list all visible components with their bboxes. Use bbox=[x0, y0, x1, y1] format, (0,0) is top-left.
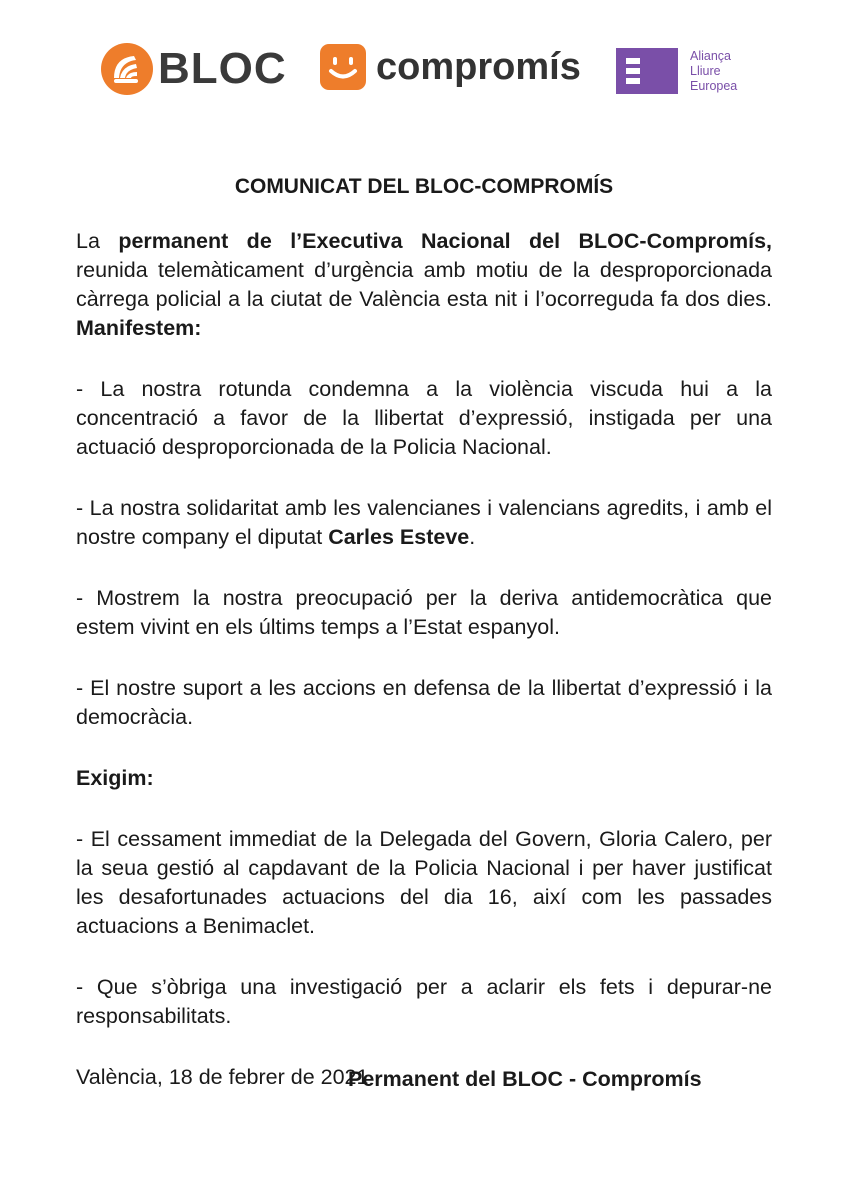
intro-bold: permanent de l’Executiva Nacional del BLOC-Compromís, bbox=[118, 229, 772, 253]
demand-item-investigation: - Que s’òbriga una investigació per a aclarir els fets i depurar-ne responsabilitats. bbox=[76, 975, 772, 1028]
compromis-wordmark: compromís bbox=[376, 45, 581, 88]
solidarity-name: Carles Esteve bbox=[328, 525, 470, 549]
manifest-item-condemnation: - La nostra rotunda condemna a la violència viscuda hui a la concentració a favor de la llibertat d’expressió, instigada per una actuació desproporcionada de la Policia Nacional. bbox=[76, 377, 772, 459]
date-line: València, 18 de febrer de 2021 bbox=[76, 1065, 369, 1089]
manifest-item-concern: - Mostrem la nostra preocupació per la deriva antidemocràtica que estem vivint en els últims temps a l’Estat espanyol. bbox=[76, 586, 772, 639]
signature: Permanent del BLOC - Compromís bbox=[348, 1067, 702, 1091]
bloc-emblem-icon bbox=[100, 42, 154, 96]
solidarity-end: . bbox=[469, 525, 476, 549]
logo-header bbox=[0, 40, 848, 104]
demand-item-dismissal: - El cessament immediat de la Delegada del Govern, Gloria Calero, per la seua gestió al capdavant de la Policia Nacional i per haver justificat les desafortunades actuacions del dia 16, així com les passades actuacions a Benimaclet. bbox=[76, 827, 772, 938]
intro-text: reunida telemàticament d’urgència amb motiu de la desproporcionada càrrega policial a la ciutat de València esta nit i l’ocorreguda fa dos dies. bbox=[76, 258, 772, 311]
bloc-logo bbox=[100, 42, 287, 96]
ale-logo bbox=[616, 48, 737, 94]
ale-line: Aliança bbox=[690, 48, 731, 63]
exigim-heading-text: Exigim: bbox=[76, 766, 154, 790]
exigim-heading bbox=[76, 764, 772, 793]
manifest-item-support: - El nostre suport a les accions en defensa de la llibertat d’expressió i la democràcia. bbox=[76, 676, 772, 729]
intro-text: La bbox=[76, 229, 119, 253]
ale-emblem-icon bbox=[616, 48, 678, 94]
ale-text bbox=[690, 49, 737, 94]
statement-title: COMUNICAT DEL BLOC-COMPROMÍS bbox=[234, 175, 614, 198]
ale-line: Lliure bbox=[690, 63, 721, 78]
intro-paragraph bbox=[76, 227, 772, 343]
bloc-wordmark: BLOC bbox=[158, 44, 287, 93]
smile-icon bbox=[320, 44, 366, 90]
ale-line: Europea bbox=[690, 78, 738, 93]
solidarity-text: - La nostra solidaritat amb les valencianes i valencians agredits, i amb el nostre company el diputat bbox=[76, 496, 772, 549]
compromis-logo bbox=[320, 44, 581, 90]
manifest-item-solidarity bbox=[76, 494, 772, 552]
manifestem-heading: Manifestem: bbox=[76, 316, 202, 340]
statement-body bbox=[76, 172, 772, 1092]
